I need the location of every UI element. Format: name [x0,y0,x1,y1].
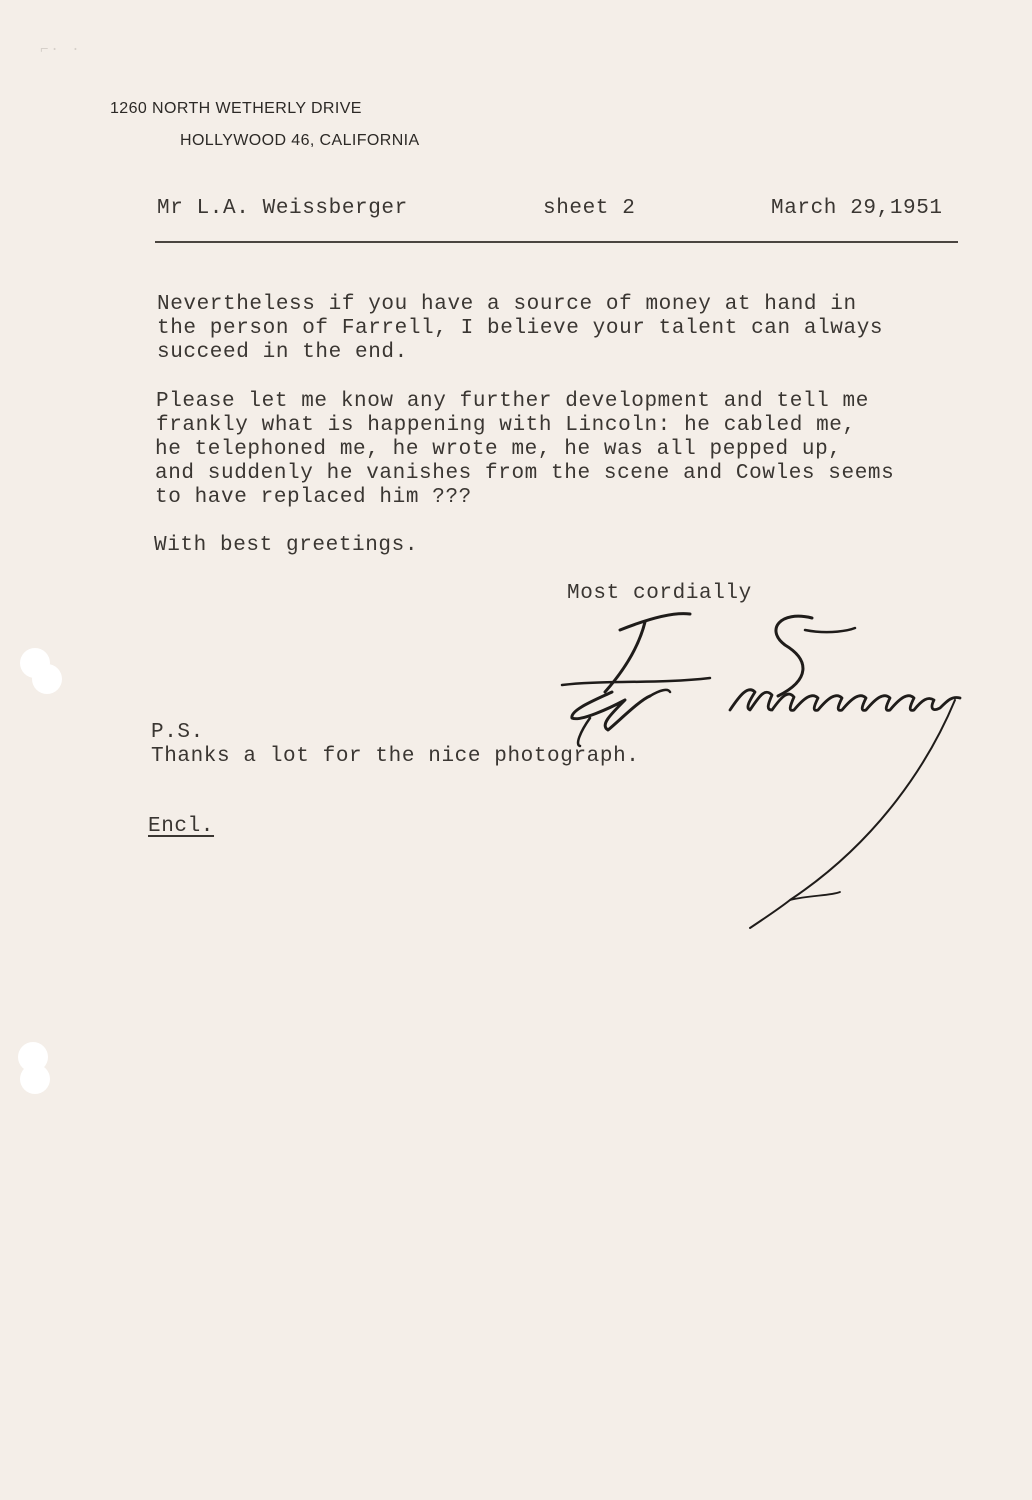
body-line: succeed in the end. [157,341,408,364]
body-line: Please let me know any further development and tell me [156,390,869,413]
enclosure-label: Encl. [148,815,215,838]
greeting: With best greetings. [154,534,419,557]
body-line: Nevertheless if you have a source of money at hand in [157,293,857,316]
postscript-label: P.S. [151,721,204,744]
signature-handwritten-icon [550,600,980,940]
letterhead-address-line: 1260 NORTH WETHERLY DRIVE [110,100,362,117]
sheet-number: sheet 2 [543,197,636,220]
body-line: frankly what is happening with Lincoln: he cabled me, [156,414,856,437]
letter-date: March 29,1951 [771,197,943,220]
punch-hole [20,1064,50,1094]
punch-hole [32,664,62,694]
pencil-mark: ⌐· · [40,42,82,58]
recipient-name: Mr L.A. Weissberger [157,197,408,220]
body-line: and suddenly he vanishes from the scene and Cowles seems [155,462,895,485]
body-line: to have replaced him ??? [155,486,472,509]
letterhead-city-line: HOLLYWOOD 46, CALIFORNIA [180,132,420,149]
body-line: the person of Farrell, I believe your talent can always [157,317,884,340]
heading-divider [155,241,958,243]
postscript-text: Thanks a lot for the nice photograph. [151,745,640,768]
closing: Most cordially [567,582,752,605]
body-line: he telephoned me, he wrote me, he was all pepped up, [155,438,842,461]
